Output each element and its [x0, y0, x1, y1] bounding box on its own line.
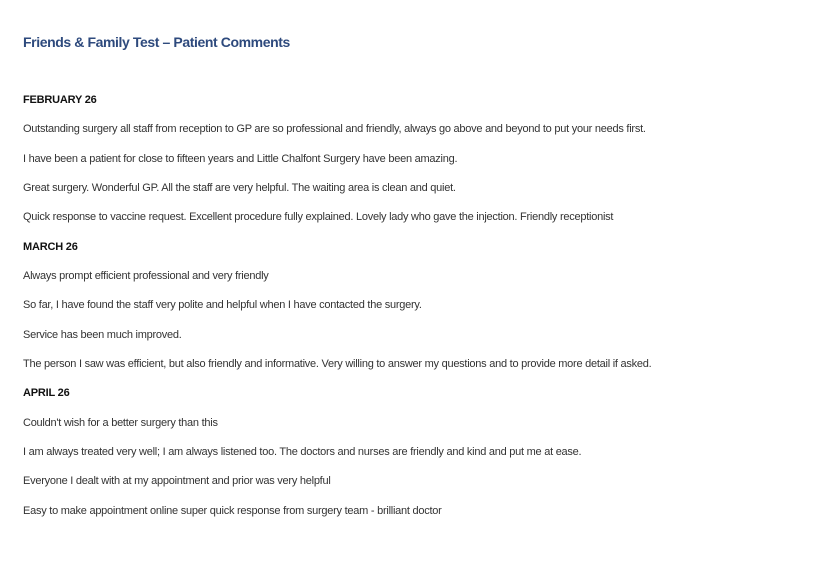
- patient-comment: Outstanding surgery all staff from reception to GP are so professional and friendly, always go above and beyond to put your needs first.: [23, 123, 646, 136]
- month-heading: APRIL 26: [23, 387, 70, 400]
- patient-comment: I am always treated very well; I am always listened too. The doctors and nurses are friendly and kind and put me at ease.: [23, 446, 582, 459]
- page-title: Friends & Family Test – Patient Comments: [23, 34, 290, 50]
- month-section-march: [23, 237, 813, 384]
- patient-comment: So far, I have found the staff very polite and helpful when I have contacted the surgery.: [23, 299, 422, 312]
- patient-comment: Service has been much improved.: [23, 328, 182, 341]
- patient-comment: I have been a patient for close to fifteen years and Little Chalfont Surgery have been amazing.: [23, 152, 458, 165]
- patient-comment: Great surgery. Wonderful GP. All the staff are very helpful. The waiting area is clean and quiet.: [23, 182, 456, 195]
- patient-comment: Couldn't wish for a better surgery than this: [23, 416, 218, 429]
- patient-comment: The person I saw was efficient, but also friendly and informative. Very willing to answer my questions and to provide more detail if asked.: [23, 358, 652, 371]
- comments-list: [23, 90, 813, 530]
- month-heading: FEBRUARY 26: [23, 94, 97, 106]
- patient-comment: Quick response to vaccine request. Excellent procedure fully explained. Lovely lady who gave the injection. Friendly receptionist: [23, 211, 614, 224]
- patient-comment: Everyone I dealt with at my appointment and prior was very helpful: [23, 475, 331, 488]
- month-heading: MARCH 26: [23, 240, 78, 253]
- month-section-february: [23, 90, 813, 237]
- patient-comment: Always prompt efficient professional and very friendly: [23, 270, 269, 283]
- patient-comment: Easy to make appointment online super quick response from surgery team - brilliant doctor: [23, 504, 442, 517]
- month-section-april: [23, 383, 813, 530]
